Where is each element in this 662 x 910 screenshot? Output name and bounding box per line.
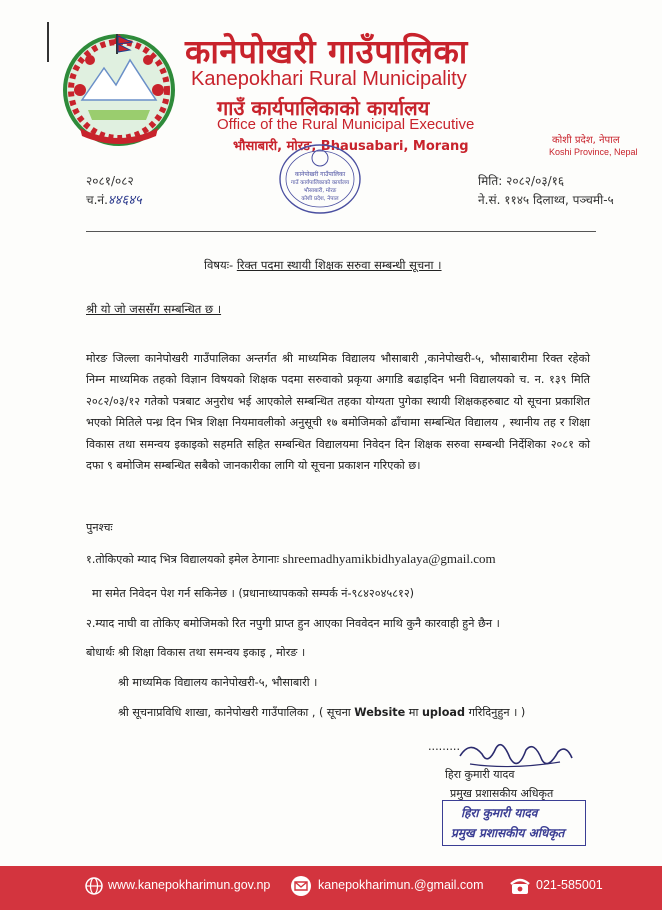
subject-text: रिक्त पदमा स्थायी शिक्षक सरुवा सम्बन्धी सूचना ।: [236, 258, 442, 272]
cc-website-word: Website: [354, 706, 406, 719]
phone-icon: [510, 876, 530, 896]
office-address: भौसाबारी, मोरङ, Bhausabari, Morang: [233, 139, 469, 154]
salutation: श्री यो जो जससँग सम्बन्धित छ ।: [86, 302, 222, 316]
office-name-np: गाउँ कार्यपालिकाको कार्यालय: [217, 96, 430, 120]
letter-body: मोरङ जिल्ला कानेपोखरी गाउँपालिका अन्तर्गत श्री माध्यमिक विद्यालय भौसाबारी ,कानेपोखरी-५, भौसाबारीमा रिक्त रहेको निम्न माध्यमिक तहको विज्ञान विषयको शिक्षक पदमा सरुवाको प्रकृया अगाडि बढाइदिन भनी विद्यालयको च. न. १३९ मिति २०८२/०३/१२ गतेको पत्रबाट अनुरोध भई आएकोले सम्बन्धित तहका योग्यता पुगेका स्थायी शिक्षकहरुबाट यो सूचना प्रकाशित भएको मितिले पन्ध्र दिन भित्र शिक्षा नियमावलीको अनुसूची १७ बमोजिमको ढाँचामा सम्बन्धित विद्यालय , स्थानीय तह र शिक्षा विकास तथा समन्वय इकाइको सहमति सहित सम्बन्धित विद्यालयमा निवेदन दिन शिक्षक सरुवा सम्बन्धी निर्देशिका २०८१ को दफा ९ बमोजिम सम्बन्धित सबैको जानकारीका लागि यो सूचना प्रकाशन गरिएको छ।: [86, 352, 590, 473]
fiscal-year: २०८१/०८२: [86, 174, 134, 188]
stamp-text-bot: भौसाबारी, मोरङ: [303, 188, 337, 194]
province-en: Koshi Province, Nepal: [549, 147, 638, 157]
stamp-text-mid: गाउँ कार्यपालिकाको कार्यालय: [290, 180, 350, 186]
page-corner-mark: [47, 22, 49, 62]
municipality-name-np: कानेपोखरी गाउँपालिका: [185, 32, 468, 71]
cc-upload-word: upload: [421, 706, 465, 719]
footer-bar: [0, 866, 662, 910]
dispatch-label: च.नं.: [86, 193, 108, 207]
office-stamp: [272, 138, 368, 220]
signatory-name: हिरा कुमारी यादव: [445, 768, 515, 781]
dispatch-number-value: ४४६४५: [107, 193, 142, 208]
stamp-text-top: कानेपोखरी गाउँपालिका: [294, 171, 346, 178]
footer-phone: 021-585001: [536, 878, 603, 892]
cc-recipient-3: [118, 705, 525, 720]
signatory-title: प्रमुख प्रशासकीय अधिकृत: [450, 787, 554, 800]
subject-line: [204, 258, 442, 273]
note-1-continued: मा समेत निवेदन पेश गर्न सकिनेछ । (प्रधानाध्यापकको सम्पर्क नं-९८४२०४५८१२): [92, 587, 415, 600]
footer-website-link[interactable]: www.kanepokharimun.gov.np: [108, 878, 271, 892]
globe-icon: [84, 876, 104, 896]
dispatch-number: [86, 190, 142, 208]
cc-recipient-3-text: श्री सूचनाप्रविधि शाखा, कानेपोखरी गाउँपालिका , ( सूचना: [118, 706, 351, 719]
cc-label: बोधार्थः: [86, 646, 115, 659]
province-np: कोशी प्रदेश, नेपाल: [552, 135, 620, 146]
email-icon: [290, 875, 312, 897]
school-email-link[interactable]: shreemadhyamikbidhyalaya@gmail.com: [282, 551, 496, 566]
stamp-signatory-title: प्रमुख प्रशासकीय अधिकृत: [451, 826, 565, 840]
municipality-name-en: Kanepokhari Rural Municipality: [191, 68, 467, 90]
subject-label: विषयः-: [204, 258, 234, 272]
signature-dots: .........: [428, 740, 461, 753]
nepal-sambat-date: ने.सं. ११४५ दिलाथ्व, पञ्चमी-५: [478, 193, 614, 207]
letter-date: मिति: २०८२/०३/१६: [478, 174, 565, 188]
header-divider: [86, 231, 596, 232]
cc-recipient-3-end: गरिदिनुहुन । ): [468, 706, 526, 719]
note-1-text: १.तोकिएको म्याद भित्र विद्यालयको इमेल ठेगानाः: [86, 553, 279, 566]
nepal-emblem-icon: [60, 30, 178, 148]
punashcha-label: पुनश्चः: [86, 521, 113, 534]
cc-recipient-1: श्री शिक्षा विकास तथा समन्वय इकाइ , मोरङ ।: [118, 646, 306, 659]
signatory-stamp: [442, 800, 586, 846]
office-name-en: Office of the Rural Municipal Executive: [217, 116, 475, 133]
cc-recipient-2: श्री माध्यमिक विद्यालय कानेपोखरी-५, भौसाबारी ।: [118, 676, 318, 689]
stamp-signatory-name: हिरा कुमारी यादव: [461, 806, 538, 820]
footer-email-link[interactable]: kanepokharimun.@gmail.com: [318, 878, 484, 892]
note-1: [86, 551, 496, 567]
note-2: २.म्याद नाघी वा तोकिए बमोजिमको रित नपुगी प्राप्त हुन आएका निववेदन माथि कुनै कारवाही हुने छैन ।: [86, 617, 500, 630]
cc-ma-word: मा: [408, 706, 419, 719]
cc-line-1: [86, 645, 305, 660]
stamp-text-last: कोशी प्रदेश, नेपाल: [301, 196, 339, 202]
